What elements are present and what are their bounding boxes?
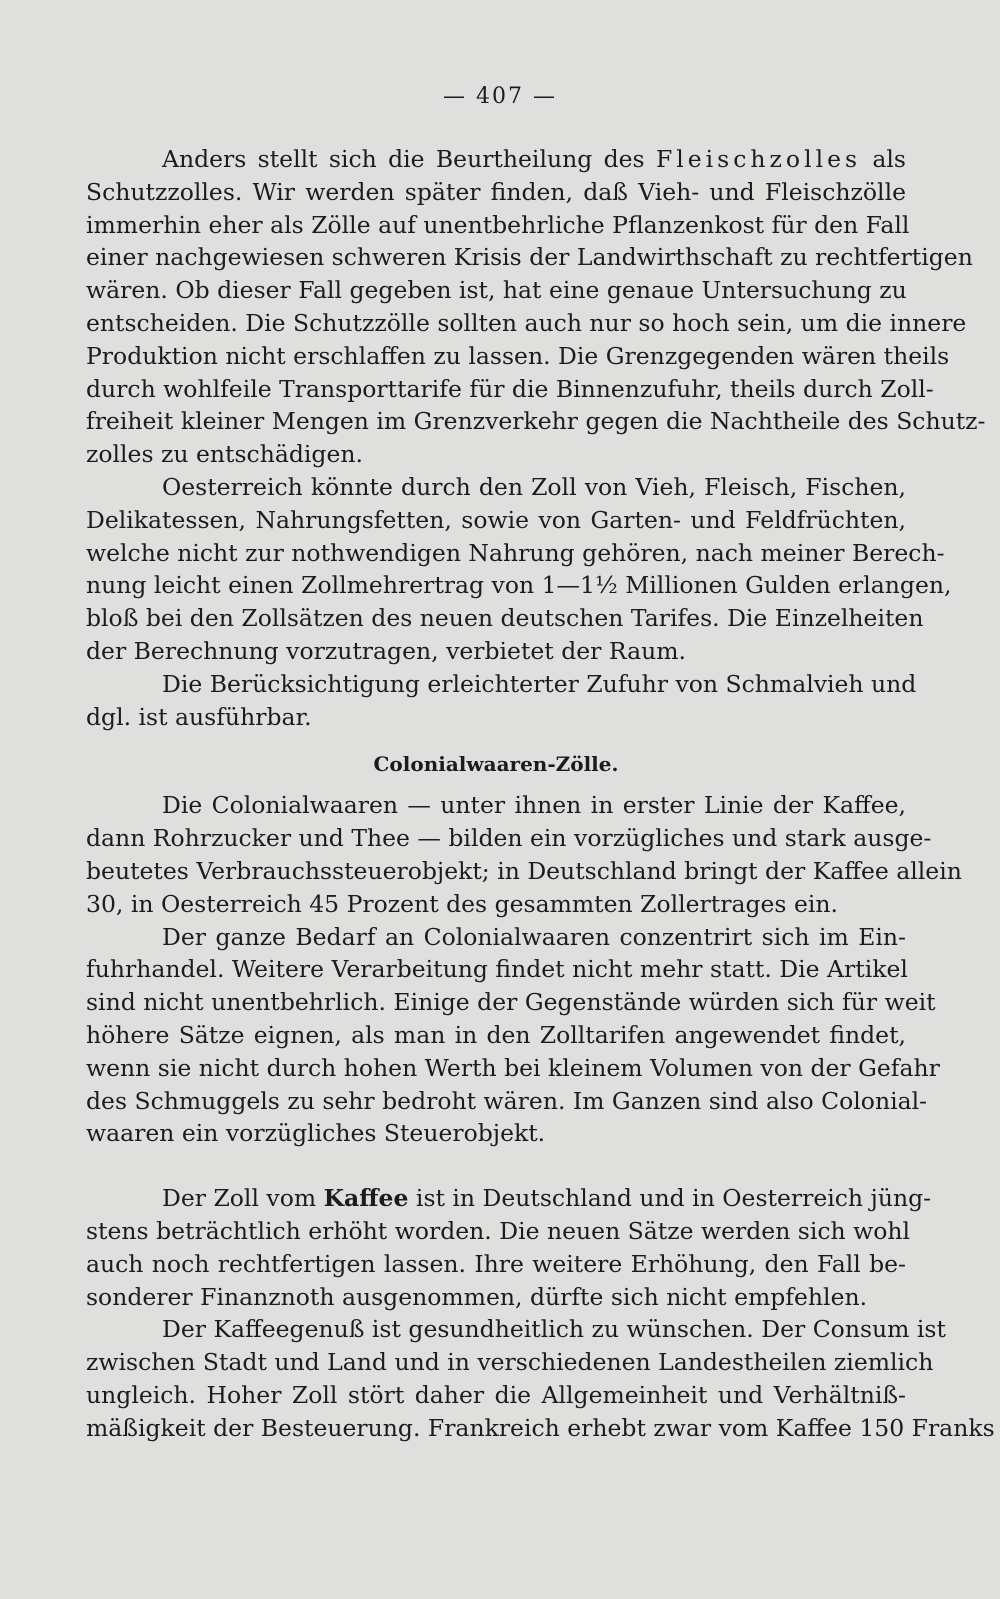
text-line: Schutzzolles. Wir werden später finden, daß Vieh- und Fleischzölle — [86, 177, 906, 206]
text-line: einer nachgewiesen schweren Krisis der Landwirthschaft zu rechtfertigen — [86, 243, 973, 272]
text-line: ungleich. Hoher Zoll stört daher die Allgemeinheit und Verhältniß- — [86, 1380, 906, 1409]
text-line — [86, 1182, 932, 1215]
text-line: welche nicht zur nothwendigen Nahrung gehören, nach meiner Berech- — [86, 538, 945, 567]
text-line: auch noch rechtfertigen lassen. Ihre weitere Erhöhung, den Fall be- — [86, 1249, 906, 1278]
text-line: sind nicht unentbehrlich. Einige der Gegenstände würden sich für weit — [86, 988, 936, 1017]
text-line: 30, in Oesterreich 45 Prozent des gesammten Zollertrages ein. — [86, 889, 838, 918]
text-line: wenn sie nicht durch hohen Werth bei kleinem Volumen von der Gefahr — [86, 1053, 940, 1082]
text-line: Delikatessen, Nahrungsfetten, sowie von Garten- und Feldfrüchten, — [86, 505, 906, 534]
paragraph-gap — [86, 1150, 906, 1182]
page-body — [86, 143, 995, 1444]
page-number: — 407 — — [443, 84, 557, 109]
paragraph-3 — [86, 668, 917, 734]
text-line: mäßigkeit der Besteuerung. Frankreich erhebt zwar vom Kaffee 150 Franks — [86, 1413, 995, 1442]
text-line: Der Kaffeegenuß ist gesundheitlich zu wünschen. Der Consum ist — [162, 1315, 946, 1344]
text-line: Anders stellt sich die Beurtheilung des Fleischzolles als — [162, 145, 906, 173]
paragraph-4 — [86, 789, 962, 920]
section-heading: Colonialwaaren-Zölle. — [373, 752, 619, 777]
text-line: Oesterreich könnte durch den Zoll von Vieh, Fleisch, Fischen, — [162, 472, 906, 501]
text-line: dann Rohrzucker und Thee — bilden ein vorzügliches und stark ausge- — [86, 824, 932, 853]
text-line: der Berechnung vorzutragen, verbietet der Raum. — [86, 636, 687, 665]
text-line: immerhin eher als Zölle auf unentbehrliche Pflanzenkost für den Fall — [86, 210, 910, 239]
bold-keyword: Kaffee — [323, 1184, 409, 1213]
text-line: des Schmuggels zu sehr bedroht wären. Im Ganzen sind also Colonial- — [86, 1086, 928, 1115]
text-line: beutetes Verbrauchssteuerobjekt; in Deutschland bringt der Kaffee allein — [86, 856, 962, 885]
text-line: Produktion nicht erschlaffen zu lassen. Die Grenzgegenden wären theils — [86, 341, 950, 370]
text-line: durch wohlfeile Transporttarife für die Binnenzufuhr, theils durch Zoll- — [86, 374, 934, 403]
text-line: waaren ein vorzügliches Steuerobjekt. — [86, 1119, 546, 1148]
text-line: freiheit kleiner Mengen im Grenzverkehr gegen die Nachtheile des Schutz- — [86, 407, 986, 436]
text-line: sonderer Finanznoth ausgenommen, dürfte sich nicht empfehlen. — [86, 1282, 868, 1311]
text-line: fuhrhandel. Weitere Verarbeitung findet nicht mehr statt. Die Artikel — [86, 955, 908, 984]
emphasized-word: Fleischzolles — [655, 145, 862, 173]
text-line: Der ganze Bedarf an Colonialwaaren conzentrirt sich im Ein- — [162, 922, 906, 951]
text-line: nung leicht einen Zollmehrertrag von 1—1½ Millionen Gulden erlangen, — [86, 571, 952, 600]
text-line: zwischen Stadt und Land und in verschiedenen Landestheilen ziemlich — [86, 1348, 934, 1377]
paragraph-6 — [86, 1182, 932, 1313]
text-line: stens beträchtlich erhöht worden. Die neuen Sätze werden sich wohl — [86, 1216, 911, 1245]
paragraph-2 — [86, 471, 952, 668]
text-line: zolles zu entschädigen. — [86, 440, 363, 469]
text-run: ist in Deutschland und in Oesterreich jüng- — [408, 1184, 932, 1213]
text-line: Die Colonialwaaren — unter ihnen in erster Linie der Kaffee, — [162, 791, 906, 820]
paragraph-5 — [86, 921, 940, 1151]
text-line: entscheiden. Die Schutzzölle sollten auch nur so hoch sein, um die innere — [86, 308, 967, 337]
paragraph-1 — [86, 143, 986, 471]
text-line: Die Berücksichtigung erleichterter Zufuhr von Schmalvieh und — [162, 669, 917, 698]
text-line: dgl. ist ausführbar. — [86, 702, 312, 731]
text-line: bloß bei den Zollsätzen des neuen deutschen Tarifes. Die Einzelheiten — [86, 604, 924, 633]
paragraph-7 — [86, 1313, 995, 1444]
text-line: höhere Sätze eignen, als man in den Zolltarifen angewendet findet, — [86, 1020, 906, 1049]
text-run: Der Zoll vom — [162, 1184, 324, 1213]
text-line: wären. Ob dieser Fall gegeben ist, hat eine genaue Untersuchung zu — [86, 276, 907, 305]
